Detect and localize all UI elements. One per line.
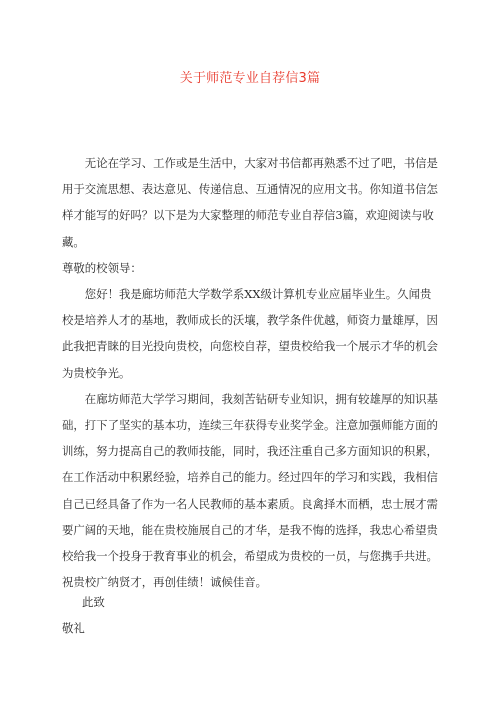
intro-paragraph: 无论在学习、工作或是生活中，大家对书信都再熟悉不过了吧，书信是用于交流思想、表达意见、传递信息、互通情况的应用文书。你知道书信怎样才能写的好吗？以下是为大家整理的师范专业自荐信3篇，欢迎阅读与收藏。	[62, 156, 438, 249]
document-title: 关于师范专业自荐信3篇	[179, 71, 321, 86]
body-paragraph-2: 在廊坊师范大学学习期间，我刻苦钻研专业知识，拥有较雄厚的知识基础，打下了坚实的基本功，连续三年获得专业奖学金。注意加强师能方面的训练，努力提高自己的教师技能，同时，我还注重自己多方面知识的积累，在工作活动中积累经验，培养自己的能力。经过四年的学习和实践，我相信自己已经具备了作为一名人民教师的基本素质。良禽择木而栖，忠士展才需要广阔的天地，能在贵校施展自己的才华，是我不悔的选择，我忠心希望贵校给我一个投身于教育事业的机会，希望成为贵校的一员，与您携手共进。祝贵校广纳贤才，再创佳绩！诚候佳音。	[62, 391, 438, 590]
salutation: 尊敬的校领导：	[62, 260, 142, 275]
body-paragraph-1: 您好！我是廊坊师范大学数学系XX级计算机专业应届毕业生。久闻贵校是培养人才的基地，教师成长的沃壤，教学条件优越，师资力量雄厚，因此我把青睐的目光投向贵校，向您校自荐，望贵校给我一个展示才华的机会为贵校争光。	[62, 287, 438, 380]
document-body	[62, 150, 438, 595]
regards-text: 敬礼	[62, 621, 85, 635]
closing-text: 此致	[82, 595, 105, 609]
